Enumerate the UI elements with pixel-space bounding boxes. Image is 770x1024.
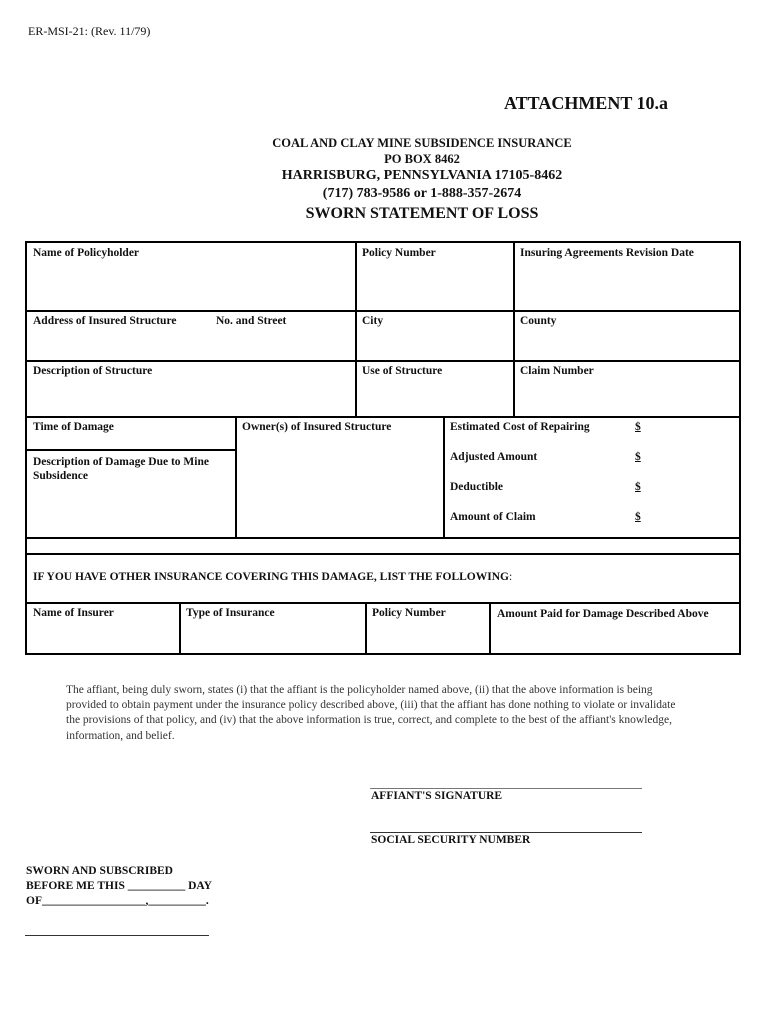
other-policy-number-field[interactable]: Policy Number [372,607,446,619]
attachment-label: ATTACHMENT 10.a [503,93,668,113]
affidavit-text: The affiant, being duly sworn, states (i) that the affiant is the policyholder named above, (ii) that the above information is being provided to obtain payment under the insurance policy described above, (iii) that the affiant has done nothing to violate or invalidate the provisions of that policy, and (iv) that the above information is true, correct, and complete to the best of the affiant's knowledge, information, and belief. [66,684,676,742]
amount-paid-field[interactable]: Amount Paid for Damage Described Above [497,608,709,620]
form-code: ER-MSI-21: (Rev. 11/79) [28,24,151,38]
dollar-sign-claim: $ [635,511,641,523]
header-line-2: PO BOX 8462 [384,152,460,166]
sworn-line-3[interactable]: OF__________________,__________. [26,895,209,907]
sworn-block [26,864,212,909]
dollar-sign-adjusted: $ [635,451,641,463]
structure-description-field[interactable]: Description of Structure [33,365,153,377]
revision-date-field[interactable]: Insuring Agreements Revision Date [520,247,694,259]
claim-number-field[interactable]: Claim Number [520,365,594,377]
ssn-line[interactable] [370,832,642,833]
deductible-field[interactable]: Deductible [450,481,504,493]
dollar-sign-deductible: $ [635,481,641,493]
city-field[interactable]: City [362,315,384,327]
time-of-damage-field[interactable]: Time of Damage [33,421,114,433]
header-line-1: COAL AND CLAY MINE SUBSIDENCE INSURANCE [272,136,572,150]
signature-line[interactable] [370,788,642,789]
ssn-label: SOCIAL SECURITY NUMBER [371,834,531,846]
policy-number-field[interactable]: Policy Number [362,247,436,259]
structure-use-field[interactable]: Use of Structure [362,365,443,377]
policyholder-name-field[interactable]: Name of Policyholder [33,247,140,259]
header-line-3: HARRISBURG, PENNSYLVANIA 17105-8462 [281,168,563,183]
county-field[interactable]: County [520,315,557,327]
claim-form-table [25,241,741,655]
sworn-line-2[interactable]: BEFORE ME THIS __________ DAY [26,880,212,892]
header-line-4: (717) 783-9586 or 1-888-357-2674 [322,186,522,201]
estimated-cost-field[interactable]: Estimated Cost of Repairing [450,421,590,433]
sworn-line-1: SWORN AND SUBSCRIBED [26,865,173,877]
signature-label: AFFIANT'S SIGNATURE [371,790,503,802]
amount-of-claim-field[interactable]: Amount of Claim [450,511,536,523]
insurer-name-field[interactable]: Name of Insurer [33,607,114,619]
notary-signature-line[interactable] [25,935,209,936]
damage-description-field[interactable]: Description of Damage Due to Mine Subsidence [33,456,209,482]
insurance-type-field[interactable]: Type of Insurance [186,607,275,619]
dollar-sign-estimated: $ [635,421,641,433]
adjusted-amount-field[interactable]: Adjusted Amount [450,451,538,463]
address-field[interactable]: Address of Insured Structure [33,315,177,327]
other-insurance-heading: IF YOU HAVE OTHER INSURANCE COVERING THIS DAMAGE, LIST THE FOLLOWING: [33,571,513,583]
owners-field[interactable]: Owner(s) of Insured Structure [242,421,392,433]
form-title: SWORN STATEMENT OF LOSS [305,205,539,222]
street-label: No. and Street [216,315,287,327]
